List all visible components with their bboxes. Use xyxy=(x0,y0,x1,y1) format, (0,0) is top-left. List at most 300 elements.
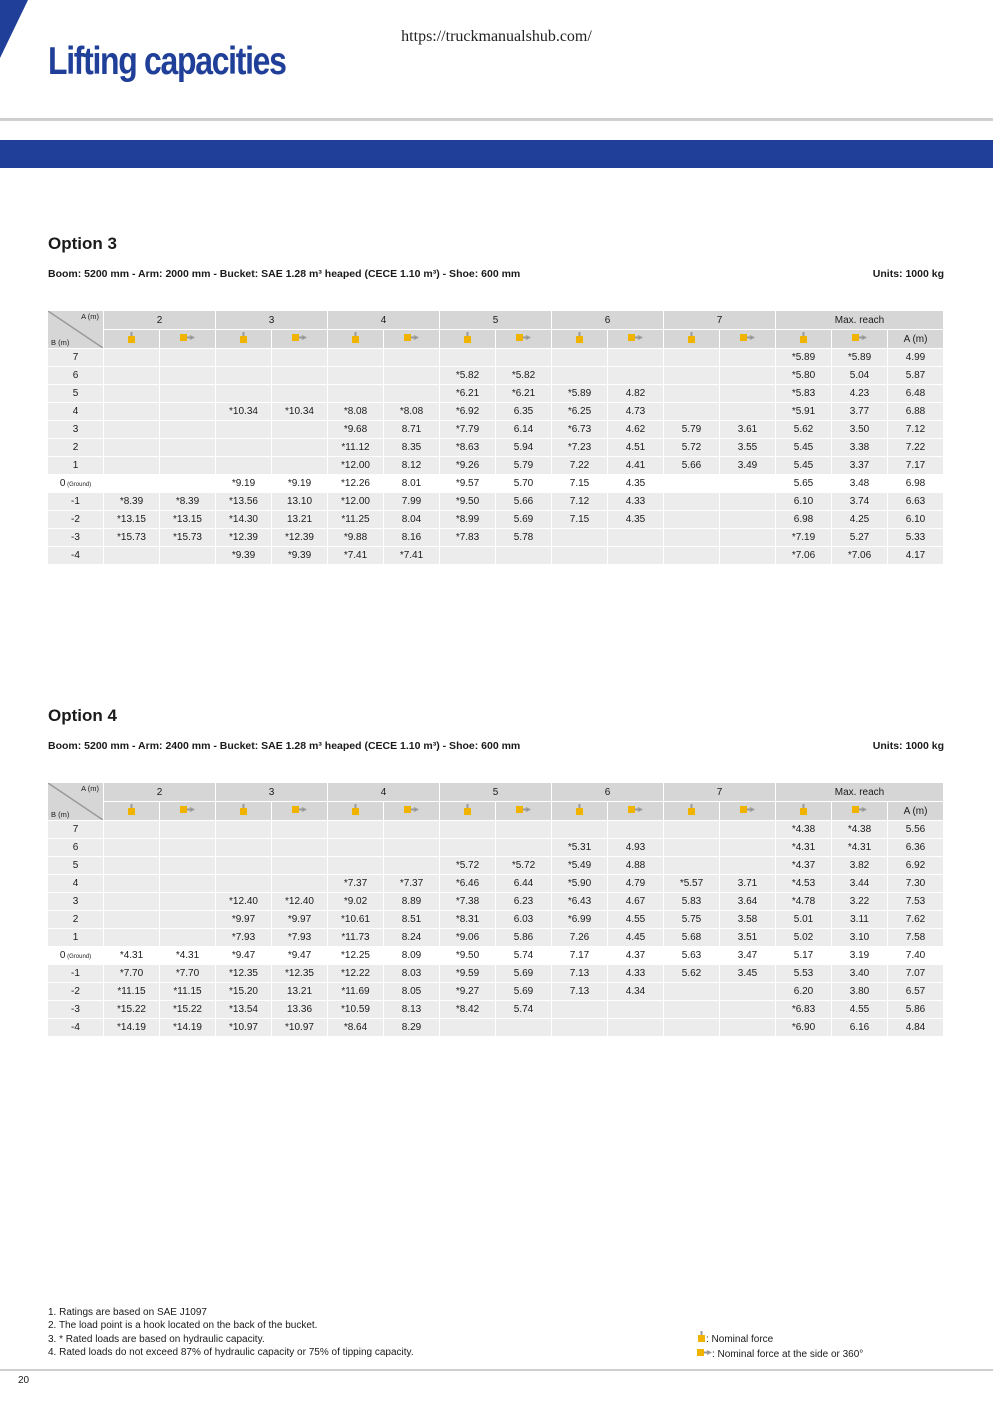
capacity-cell: 6.36 xyxy=(888,839,944,857)
capacity-cell: *15.73 xyxy=(160,529,216,547)
height-cell: 6 xyxy=(48,839,104,857)
side-load-icon-cell xyxy=(272,330,328,349)
capacity-cell xyxy=(720,349,776,367)
capacity-cell: 5.53 xyxy=(776,965,832,983)
capacity-cell: *10.34 xyxy=(216,403,272,421)
capacity-cell: 7.07 xyxy=(888,965,944,983)
capacity-cell: *4.37 xyxy=(776,857,832,875)
capacity-cell xyxy=(664,857,720,875)
capacity-cell: *6.21 xyxy=(440,385,496,403)
table-row xyxy=(48,857,944,875)
capacity-cell xyxy=(664,385,720,403)
capacity-cell: 7.15 xyxy=(552,511,608,529)
capacity-cell: *9.19 xyxy=(216,475,272,493)
header-row-load-type xyxy=(48,330,944,349)
legend-front xyxy=(697,1331,863,1348)
table-row xyxy=(48,367,944,385)
height-cell: 7 xyxy=(48,349,104,367)
capacity-cell xyxy=(216,367,272,385)
capacity-cell: *9.68 xyxy=(328,421,384,439)
capacity-cell: 5.17 xyxy=(776,947,832,965)
option-4-title: Option 4 xyxy=(48,706,117,725)
capacity-cell: 3.80 xyxy=(832,983,888,1001)
option-4-spec: Boom: 5200 mm - Arm: 2400 mm - Bucket: SAE 1.28 m³ heaped (CECE 1.10 m³) - Shoe: 600 mm xyxy=(48,740,521,752)
capacity-cell: 3.10 xyxy=(832,929,888,947)
capacity-cell: *5.82 xyxy=(496,367,552,385)
capacity-cell xyxy=(328,367,384,385)
capacity-cell: 5.56 xyxy=(888,821,944,839)
capacity-cell: 8.89 xyxy=(384,893,440,911)
capacity-cell: 3.58 xyxy=(720,911,776,929)
capacity-cell xyxy=(160,857,216,875)
capacity-cell: 4.33 xyxy=(608,493,664,511)
capacity-cell xyxy=(160,875,216,893)
capacity-cell xyxy=(104,929,160,947)
capacity-cell xyxy=(664,821,720,839)
capacity-cell: *8.31 xyxy=(440,911,496,929)
front-load-icon xyxy=(127,804,136,819)
capacity-cell: 7.30 xyxy=(888,875,944,893)
table-row xyxy=(48,511,944,529)
front-load-icon xyxy=(463,804,472,819)
height-cell: -3 xyxy=(48,1001,104,1019)
side-load-icon-cell xyxy=(496,330,552,349)
capacity-cell: 3.11 xyxy=(832,911,888,929)
capacity-cell: 8.13 xyxy=(384,1001,440,1019)
capacity-cell: 5.63 xyxy=(664,947,720,965)
front-load-icon-cell xyxy=(776,802,832,821)
side-load-icon xyxy=(740,333,755,345)
capacity-cell: *8.64 xyxy=(328,1019,384,1037)
capacity-cell: *7.38 xyxy=(440,893,496,911)
capacity-cell xyxy=(328,385,384,403)
capacity-cell: 3.19 xyxy=(832,947,888,965)
capacity-cell xyxy=(496,349,552,367)
option-3-title: Option 3 xyxy=(48,234,117,253)
capacity-cell: *6.90 xyxy=(776,1019,832,1037)
side-load-icon xyxy=(292,333,307,345)
capacity-cell xyxy=(720,857,776,875)
capacity-cell: *5.57 xyxy=(664,875,720,893)
capacity-cell xyxy=(272,839,328,857)
capacity-cell: 6.44 xyxy=(496,875,552,893)
capacity-cell: *11.69 xyxy=(328,983,384,1001)
front-load-icon-cell xyxy=(664,802,720,821)
capacity-cell: 6.20 xyxy=(776,983,832,1001)
capacity-cell: 5.86 xyxy=(888,1001,944,1019)
capacity-cell: *7.37 xyxy=(384,875,440,893)
side-load-icon xyxy=(697,1348,712,1362)
capacity-cell: 6.48 xyxy=(888,385,944,403)
capacity-cell xyxy=(160,839,216,857)
capacity-cell xyxy=(104,421,160,439)
height-cell: -2 xyxy=(48,511,104,529)
capacity-cell: 7.13 xyxy=(552,983,608,1001)
capacity-cell: *6.43 xyxy=(552,893,608,911)
capacity-cell: *12.39 xyxy=(272,529,328,547)
capacity-cell: 4.23 xyxy=(832,385,888,403)
source-url[interactable]: https://truckmanualshub.com/ xyxy=(401,28,592,45)
capacity-cell: *5.89 xyxy=(832,349,888,367)
capacity-cell: *9.50 xyxy=(440,493,496,511)
capacity-cell xyxy=(664,547,720,565)
capacity-cell xyxy=(440,349,496,367)
capacity-cell: *5.82 xyxy=(440,367,496,385)
capacity-cell xyxy=(608,349,664,367)
page-number: 20 xyxy=(18,1375,30,1386)
ground-label: (Ground) xyxy=(65,482,92,488)
capacity-cell: 8.35 xyxy=(384,439,440,457)
capacity-cell: 5.72 xyxy=(664,439,720,457)
front-load-icon xyxy=(351,804,360,819)
capacity-cell: 3.50 xyxy=(832,421,888,439)
capacity-cell: 4.67 xyxy=(608,893,664,911)
front-load-icon-cell xyxy=(104,330,160,349)
footnote: 4. Rated loads do not exceed 87% of hydraulic capacity or 75% of tipping capacity. xyxy=(48,1346,414,1358)
capacity-cell xyxy=(272,439,328,457)
capacity-cell xyxy=(720,821,776,839)
capacity-cell: *4.78 xyxy=(776,893,832,911)
capacity-cell: 6.10 xyxy=(888,511,944,529)
capacity-cell: *4.31 xyxy=(160,947,216,965)
capacity-cell: *11.15 xyxy=(160,983,216,1001)
capacity-cell xyxy=(216,457,272,475)
capacity-cell xyxy=(272,857,328,875)
footer-rule xyxy=(0,1369,993,1371)
capacity-cell: *8.99 xyxy=(440,511,496,529)
capacity-cell xyxy=(160,821,216,839)
front-load-icon-cell xyxy=(216,802,272,821)
capacity-cell: *9.88 xyxy=(328,529,384,547)
b-axis-label: B (m) xyxy=(51,338,70,347)
capacity-cell: 4.35 xyxy=(608,511,664,529)
capacity-cell: *5.91 xyxy=(776,403,832,421)
capacity-cell: 5.86 xyxy=(496,929,552,947)
capacity-cell xyxy=(664,403,720,421)
capacity-cell xyxy=(272,875,328,893)
capacity-cell xyxy=(216,821,272,839)
front-load-icon-cell xyxy=(664,330,720,349)
capacity-cell xyxy=(720,839,776,857)
distance-header: 7 xyxy=(664,311,776,330)
capacity-cell xyxy=(552,529,608,547)
capacity-cell: *6.46 xyxy=(440,875,496,893)
table-row xyxy=(48,821,944,839)
capacity-cell xyxy=(552,1001,608,1019)
capacity-cell: 4.37 xyxy=(608,947,664,965)
capacity-cell: 4.51 xyxy=(608,439,664,457)
capacity-cell: 3.55 xyxy=(720,439,776,457)
front-load-icon xyxy=(687,804,696,819)
side-load-icon xyxy=(516,333,531,345)
capacity-cell: 7.12 xyxy=(888,421,944,439)
capacity-cell: *15.20 xyxy=(216,983,272,1001)
height-cell: 1 xyxy=(48,929,104,947)
capacity-cell xyxy=(104,403,160,421)
capacity-cell: 5.66 xyxy=(496,493,552,511)
capacity-cell: 5.69 xyxy=(496,511,552,529)
capacity-cell: 5.65 xyxy=(776,475,832,493)
front-load-icon-cell xyxy=(216,330,272,349)
capacity-cell: 4.73 xyxy=(608,403,664,421)
side-load-icon xyxy=(404,333,419,345)
capacity-cell: 3.44 xyxy=(832,875,888,893)
capacity-cell xyxy=(552,367,608,385)
capacity-cell: *9.26 xyxy=(440,457,496,475)
height-cell: 2 xyxy=(48,439,104,457)
capacity-cell: *8.08 xyxy=(384,403,440,421)
capacity-cell xyxy=(216,839,272,857)
front-load-icon-cell xyxy=(328,802,384,821)
side-load-icon-cell xyxy=(608,330,664,349)
capacity-cell: 7.53 xyxy=(888,893,944,911)
capacity-cell: *14.30 xyxy=(216,511,272,529)
capacity-cell: 6.57 xyxy=(888,983,944,1001)
capacity-cell: *15.22 xyxy=(160,1001,216,1019)
capacity-cell xyxy=(272,385,328,403)
capacity-cell xyxy=(664,493,720,511)
front-load-icon-cell xyxy=(552,802,608,821)
front-load-icon-cell xyxy=(104,802,160,821)
capacity-cell: *13.15 xyxy=(160,511,216,529)
capacity-cell: *6.25 xyxy=(552,403,608,421)
capacity-cell xyxy=(104,839,160,857)
capacity-cell: 7.40 xyxy=(888,947,944,965)
side-load-icon xyxy=(180,333,195,345)
capacity-cell xyxy=(160,349,216,367)
capacity-cell: 3.77 xyxy=(832,403,888,421)
capacity-cell: *11.12 xyxy=(328,439,384,457)
capacity-cell: *10.97 xyxy=(272,1019,328,1037)
capacity-cell: 7.58 xyxy=(888,929,944,947)
height-cell: 1 xyxy=(48,457,104,475)
capacity-cell: 5.66 xyxy=(664,457,720,475)
capacity-cell: *9.06 xyxy=(440,929,496,947)
option-3-capacity-table xyxy=(47,310,944,565)
capacity-cell: *10.97 xyxy=(216,1019,272,1037)
table-row xyxy=(48,529,944,547)
capacity-cell: *14.19 xyxy=(104,1019,160,1037)
capacity-cell: 4.84 xyxy=(888,1019,944,1037)
capacity-cell: *5.83 xyxy=(776,385,832,403)
side-load-icon-cell xyxy=(160,330,216,349)
capacity-cell: 8.16 xyxy=(384,529,440,547)
capacity-cell xyxy=(328,839,384,857)
capacity-cell: *10.59 xyxy=(328,1001,384,1019)
capacity-cell: *12.35 xyxy=(272,965,328,983)
capacity-cell: *15.73 xyxy=(104,529,160,547)
capacity-cell: 5.79 xyxy=(496,457,552,475)
capacity-cell: *4.31 xyxy=(776,839,832,857)
front-load-icon xyxy=(351,332,360,347)
side-load-icon xyxy=(852,333,867,345)
distance-header: 2 xyxy=(104,783,216,802)
header-rule xyxy=(0,118,993,121)
side-load-icon-cell xyxy=(160,802,216,821)
table-row xyxy=(48,929,944,947)
capacity-cell: *8.39 xyxy=(160,493,216,511)
capacity-cell: *9.59 xyxy=(440,965,496,983)
capacity-cell xyxy=(664,1001,720,1019)
table-row xyxy=(48,421,944,439)
capacity-cell: 5.45 xyxy=(776,439,832,457)
distance-header: 3 xyxy=(216,783,328,802)
capacity-cell xyxy=(104,475,160,493)
capacity-cell: *6.92 xyxy=(440,403,496,421)
capacity-cell: 5.87 xyxy=(888,367,944,385)
option-4-capacity-table xyxy=(47,782,944,1037)
capacity-cell xyxy=(664,983,720,1001)
side-load-icon xyxy=(292,805,307,817)
capacity-cell xyxy=(104,367,160,385)
capacity-cell xyxy=(608,821,664,839)
capacity-cell: 6.10 xyxy=(776,493,832,511)
capacity-cell: 6.03 xyxy=(496,911,552,929)
page-title: Lifting capacities xyxy=(48,40,286,83)
front-load-icon xyxy=(575,804,584,819)
capacity-cell: 6.23 xyxy=(496,893,552,911)
capacity-cell: *6.83 xyxy=(776,1001,832,1019)
height-cell: -3 xyxy=(48,529,104,547)
ground-label: (Ground) xyxy=(65,954,92,960)
capacity-cell xyxy=(664,839,720,857)
capacity-cell: *7.06 xyxy=(832,547,888,565)
capacity-cell xyxy=(216,385,272,403)
capacity-cell xyxy=(104,547,160,565)
distance-header: 4 xyxy=(328,311,440,330)
capacity-cell: 6.16 xyxy=(832,1019,888,1037)
table-row xyxy=(48,493,944,511)
height-cell: 3 xyxy=(48,421,104,439)
capacity-cell: 6.88 xyxy=(888,403,944,421)
front-load-icon xyxy=(799,804,808,819)
footnote: 3. * Rated loads are based on hydraulic capacity. xyxy=(48,1333,265,1345)
height-cell: 7 xyxy=(48,821,104,839)
front-load-icon xyxy=(239,332,248,347)
option-3-subtitle xyxy=(48,268,944,280)
header-row-distance xyxy=(48,311,944,330)
capacity-cell: 5.68 xyxy=(664,929,720,947)
table-row xyxy=(48,385,944,403)
capacity-cell xyxy=(664,529,720,547)
capacity-cell xyxy=(328,349,384,367)
option-4-units: Units: 1000 kg xyxy=(872,740,944,752)
capacity-cell xyxy=(104,875,160,893)
capacity-cell: 3.49 xyxy=(720,457,776,475)
capacity-cell: 8.51 xyxy=(384,911,440,929)
capacity-cell: 7.99 xyxy=(384,493,440,511)
side-load-icon-cell xyxy=(832,330,888,349)
front-load-icon-cell xyxy=(328,330,384,349)
capacity-cell: *5.72 xyxy=(496,857,552,875)
front-load-icon xyxy=(575,332,584,347)
capacity-cell: 13.21 xyxy=(272,983,328,1001)
capacity-cell xyxy=(104,385,160,403)
capacity-cell xyxy=(720,529,776,547)
capacity-cell xyxy=(272,821,328,839)
capacity-cell xyxy=(440,1019,496,1037)
axis-corner-cell xyxy=(48,311,104,349)
capacity-cell: *5.89 xyxy=(552,385,608,403)
capacity-cell xyxy=(216,875,272,893)
capacity-cell: 4.79 xyxy=(608,875,664,893)
side-load-icon xyxy=(628,333,643,345)
capacity-cell: *14.19 xyxy=(160,1019,216,1037)
max-reach-header: Max. reach xyxy=(776,783,944,802)
capacity-cell: 4.93 xyxy=(608,839,664,857)
capacity-cell: *5.80 xyxy=(776,367,832,385)
capacity-cell: *5.89 xyxy=(776,349,832,367)
capacity-cell xyxy=(496,821,552,839)
height-cell: 5 xyxy=(48,857,104,875)
capacity-cell: 3.22 xyxy=(832,893,888,911)
capacity-cell: 4.55 xyxy=(608,911,664,929)
side-load-icon xyxy=(852,805,867,817)
distance-header: 5 xyxy=(440,783,552,802)
distance-header: 3 xyxy=(216,311,328,330)
capacity-cell: 8.03 xyxy=(384,965,440,983)
capacity-cell: 4.41 xyxy=(608,457,664,475)
table-row xyxy=(48,439,944,457)
option-4-subtitle xyxy=(48,740,944,752)
front-load-icon-cell xyxy=(776,330,832,349)
capacity-cell: 7.26 xyxy=(552,929,608,947)
distance-header: 6 xyxy=(552,311,664,330)
capacity-cell: 7.13 xyxy=(552,965,608,983)
table-row xyxy=(48,965,944,983)
capacity-cell: *7.93 xyxy=(272,929,328,947)
capacity-cell: *4.53 xyxy=(776,875,832,893)
capacity-cell xyxy=(104,857,160,875)
capacity-cell xyxy=(664,1019,720,1037)
capacity-cell: *9.39 xyxy=(216,547,272,565)
capacity-cell: *5.90 xyxy=(552,875,608,893)
capacity-cell xyxy=(384,385,440,403)
capacity-cell: 6.63 xyxy=(888,493,944,511)
distance-header: 7 xyxy=(664,783,776,802)
footnote: 2. The load point is a hook located on the back of the bucket. xyxy=(48,1320,318,1332)
height-cell: -1 xyxy=(48,965,104,983)
capacity-cell: *9.57 xyxy=(440,475,496,493)
table-row xyxy=(48,893,944,911)
capacity-cell xyxy=(160,893,216,911)
capacity-cell: *9.02 xyxy=(328,893,384,911)
legend-front-label: : Nominal force xyxy=(706,1333,774,1345)
capacity-cell xyxy=(720,403,776,421)
capacity-cell: *5.49 xyxy=(552,857,608,875)
capacity-cell: 5.69 xyxy=(496,983,552,1001)
capacity-cell xyxy=(440,821,496,839)
height-cell: -2 xyxy=(48,983,104,1001)
capacity-cell: 8.09 xyxy=(384,947,440,965)
capacity-cell xyxy=(384,367,440,385)
capacity-cell xyxy=(104,911,160,929)
capacity-cell: 4.82 xyxy=(608,385,664,403)
capacity-cell: 4.62 xyxy=(608,421,664,439)
capacity-cell: *12.35 xyxy=(216,965,272,983)
reach-header: A (m) xyxy=(888,802,944,821)
capacity-cell xyxy=(664,475,720,493)
reach-header: A (m) xyxy=(888,330,944,349)
table-row xyxy=(48,349,944,367)
capacity-cell: 4.88 xyxy=(608,857,664,875)
capacity-cell: 5.45 xyxy=(776,457,832,475)
capacity-cell: 3.71 xyxy=(720,875,776,893)
axis-corner-cell xyxy=(48,783,104,821)
capacity-cell xyxy=(216,349,272,367)
capacity-cell: 8.24 xyxy=(384,929,440,947)
capacity-cell: 5.74 xyxy=(496,947,552,965)
